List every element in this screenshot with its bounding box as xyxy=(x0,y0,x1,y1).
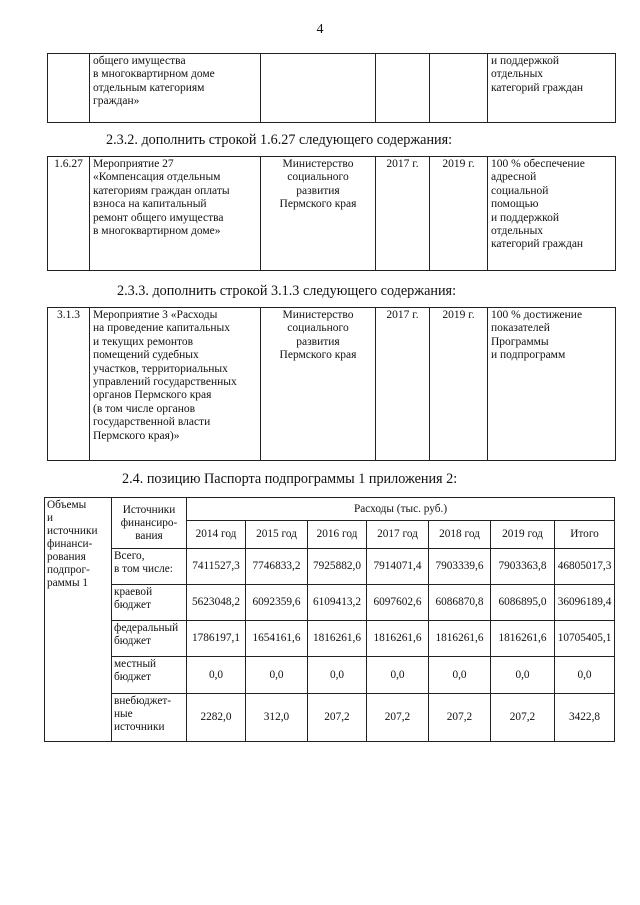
value-cell: 1816261,6 xyxy=(308,621,367,657)
source-cell: внебюджет- ные источники xyxy=(112,694,187,742)
executor-cell: Министерство социального развития Пермского края xyxy=(261,157,376,271)
start-cell xyxy=(376,54,430,123)
finance-row xyxy=(45,694,615,742)
total-cell: 3422,8 xyxy=(555,694,615,742)
value-cell: 6086895,0 xyxy=(491,585,555,621)
page-number: 4 xyxy=(316,22,324,37)
result-cell: и поддержкой отдельных категорий граждан xyxy=(488,54,616,123)
total-cell: 10705405,1 xyxy=(555,621,615,657)
value-cell: 0,0 xyxy=(367,657,429,694)
source-cell: местный бюджет xyxy=(112,657,187,694)
value-cell: 0,0 xyxy=(246,657,308,694)
instruction-3: 2.4. позицию Паспорта подпрограммы 1 приложения 2: xyxy=(122,471,458,487)
num-cell xyxy=(48,54,90,123)
instruction-1: 2.3.2. дополнить строкой 1.6.27 следующего содержания: xyxy=(106,132,453,148)
row-1627-table xyxy=(47,156,616,271)
end-cell: 2019 г. xyxy=(430,157,488,271)
start-cell: 2017 г. xyxy=(376,157,430,271)
total-header: Итого xyxy=(555,521,615,549)
value-cell: 7903339,6 xyxy=(429,549,491,585)
value-cell: 7925882,0 xyxy=(308,549,367,585)
year-header: 2014 год xyxy=(187,521,246,549)
total-cell: 46805017,3 xyxy=(555,549,615,585)
value-cell: 207,2 xyxy=(308,694,367,742)
instruction-2: 2.3.3. дополнить строкой 3.1.3 следующего содержания: xyxy=(117,283,457,299)
value-cell: 1816261,6 xyxy=(429,621,491,657)
value-cell: 0,0 xyxy=(187,657,246,694)
result-cell: 100 % достижение показателей Программы и подпрограмм xyxy=(488,308,616,461)
value-cell: 6092359,6 xyxy=(246,585,308,621)
year-header: 2019 год xyxy=(491,521,555,549)
num-cell: 3.1.3 xyxy=(48,308,90,461)
value-cell: 6109413,2 xyxy=(308,585,367,621)
result-cell: 100 % обеспечение адресной социальной помощью и поддержкой отдельных категорий граждан xyxy=(488,157,616,271)
source-cell: Всего, в том числе: xyxy=(112,549,187,585)
value-cell: 7411527,3 xyxy=(187,549,246,585)
year-header: 2018 год xyxy=(429,521,491,549)
desc-cell: Мероприятие 27 «Компенсация отдельным категориям граждан оплаты взноса на капитальный ремонт общего имущества в многоквартирном доме» xyxy=(90,157,261,271)
finance-row xyxy=(45,621,615,657)
value-cell: 0,0 xyxy=(308,657,367,694)
value-cell: 7903363,8 xyxy=(491,549,555,585)
source-cell: федеральный бюджет xyxy=(112,621,187,657)
finance-row xyxy=(45,549,615,585)
desc-cell: общего имущества в многоквартирном доме отдельным категориям граждан» xyxy=(90,54,261,123)
value-cell: 207,2 xyxy=(367,694,429,742)
value-cell: 1816261,6 xyxy=(367,621,429,657)
value-cell: 5623048,2 xyxy=(187,585,246,621)
table-row xyxy=(48,157,616,271)
finance-header-row xyxy=(45,498,615,521)
value-cell: 207,2 xyxy=(429,694,491,742)
table-row xyxy=(48,308,616,461)
value-cell: 0,0 xyxy=(429,657,491,694)
value-cell: 207,2 xyxy=(491,694,555,742)
total-cell: 0,0 xyxy=(555,657,615,694)
value-cell: 1786197,1 xyxy=(187,621,246,657)
year-header: 2015 год xyxy=(246,521,308,549)
finance-row xyxy=(45,585,615,621)
finance-table xyxy=(44,497,615,742)
table-row xyxy=(48,54,616,123)
value-cell: 6086870,8 xyxy=(429,585,491,621)
finance-row xyxy=(45,657,615,694)
row-313-table xyxy=(47,307,616,461)
total-cell: 36096189,4 xyxy=(555,585,615,621)
value-cell: 312,0 xyxy=(246,694,308,742)
executor-cell xyxy=(261,54,376,123)
value-cell: 7746833,2 xyxy=(246,549,308,585)
num-cell: 1.6.27 xyxy=(48,157,90,271)
value-cell: 1816261,6 xyxy=(491,621,555,657)
value-cell: 1654161,6 xyxy=(246,621,308,657)
value-cell: 7914071,4 xyxy=(367,549,429,585)
executor-cell: Министерство социального развития Пермского края xyxy=(261,308,376,461)
value-cell: 6097602,6 xyxy=(367,585,429,621)
value-cell: 0,0 xyxy=(491,657,555,694)
value-cell: 2282,0 xyxy=(187,694,246,742)
expenses-header: Расходы (тыс. руб.) xyxy=(187,498,615,521)
finance-label-cell: Объемы и источники финанси- рования подпрог- раммы 1 xyxy=(45,498,112,742)
year-header: 2017 год xyxy=(367,521,429,549)
year-header: 2016 год xyxy=(308,521,367,549)
start-cell: 2017 г. xyxy=(376,308,430,461)
desc-cell: Мероприятие 3 «Расходы на проведение капитальных и текущих ремонтов помещений судебных участков, территориальных управлений государственных органов Пермского края (в том числе органов государственной власти Пермского края)» xyxy=(90,308,261,461)
end-cell: 2019 г. xyxy=(430,308,488,461)
continuation-table xyxy=(47,53,616,123)
end-cell xyxy=(430,54,488,123)
sources-header: Источники финансиро- вания xyxy=(112,498,187,549)
source-cell: краевой бюджет xyxy=(112,585,187,621)
